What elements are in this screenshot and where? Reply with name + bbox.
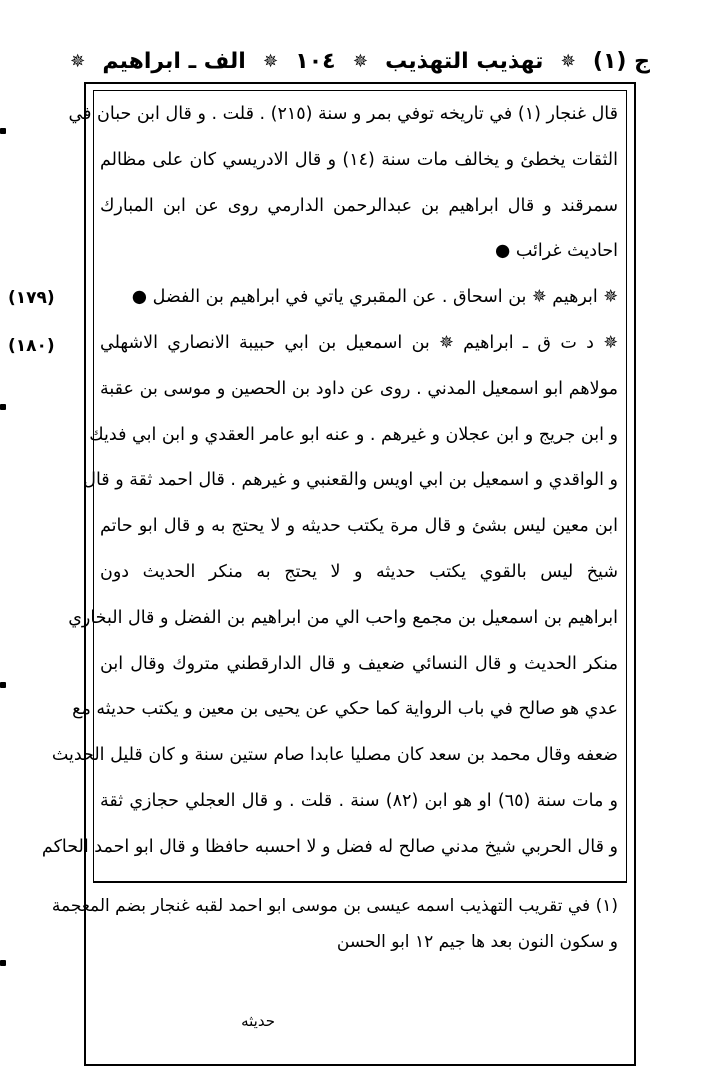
text-line: و الواقدي و اسمعيل بن ابي اويس والقعنبي و غيرهم . قال احمد ثقة و قال	[83, 470, 618, 491]
volume-label: ج (١)	[592, 48, 650, 74]
text-line: و قال الحربي شيخ مدني صالح له فضل و لا احسبه حافظا و قال ابو احمد الحاكم	[41, 836, 618, 857]
ornament-star-icon: ✵	[70, 50, 86, 72]
text-line: و ابن جريج و ابن عجلان و غيرهم . و عنه ابو عامر العقدي و ابن ابي فديك	[89, 424, 618, 445]
text-line: و مات سنة (٦٥) او هو ابن (٨٢) سنة . قلت . و قال العجلي حجازي ثقة	[100, 790, 619, 811]
catchword: حديثه	[241, 1012, 275, 1030]
text-line: سمرقند و قال ابراهيم بن عبدالرحمن الدارمي روى عن ابن المبارك	[100, 195, 618, 216]
text-line: ضعفه وقال محمد بن سعد كان مصليا عابدا صام ستين سنة و كان قليل الحديث	[51, 745, 618, 766]
text-line: قال غنجار (١) في تاريخه توفي بمر و سنة (٢١٥) . قلت . و قال ابن حبان في	[68, 104, 618, 124]
footnote-line: و سكون النون بعد ها جيم ١٢ ابو الحسن	[336, 932, 618, 952]
entry-number: (١٧٩)	[8, 288, 55, 308]
main-text	[41, 92, 619, 878]
margin-mark	[0, 960, 6, 966]
ornament-star-icon: ✵	[262, 50, 279, 72]
page-number: ١٠٤	[295, 48, 336, 74]
footnote-divider	[93, 882, 627, 883]
margin-mark	[0, 404, 6, 410]
ornament-star-icon: ✵	[560, 50, 576, 72]
margin-mark	[0, 128, 6, 134]
book-title: تهذيب التهذيب	[385, 48, 544, 74]
ornament-star-icon: ✵	[352, 50, 368, 72]
footnote-line: (١) في تقريب التهذيب اسمه عيسى بن موسى ابو احمد لقبه غنجار بضم المعجمة	[51, 896, 618, 916]
entry-number: (١٨٠)	[8, 336, 55, 356]
running-header	[70, 40, 650, 82]
text-line: منكر الحديث و قال النسائي ضعيف و قال الدارقطني متروك وقال ابن	[100, 653, 618, 674]
text-line: ابن معين ليس بشئ و قال مرة يكتب حديثه و لا يحتج به و قال ابو حاتم	[100, 516, 618, 537]
text-line: الثقات يخطئ و يخالف مات سنة (١٤) و قال الادريسي كان على مظالم	[100, 149, 618, 170]
section-title: الف ـ ابراهيم	[102, 48, 246, 74]
margin-mark	[0, 682, 6, 688]
entry-heading-line: ✵ د ت ق ـ ابراهيم ✵ بن اسمعيل بن ابي حبيبة الانصاري الاشهلي	[100, 332, 618, 353]
text-line: عدي هو صالح في باب الرواية كما حكي عن يحيى بن معين و يكتب حديثه مع	[72, 699, 618, 720]
text-line: شيخ ليس بالقوي يكتب حديثه و لا يحتج به منكر الحديث دون	[100, 561, 618, 582]
text-line: مولاهم ابو اسمعيل المدني . روى عن داود بن الحصين و موسى بن عقبة	[100, 378, 618, 399]
text-line: احاديث غرائب ●	[495, 241, 618, 262]
text-line: ابراهيم بن اسمعيل بن مجمع واحب الي من ابراهيم بن الفضل و قال البخاري	[68, 607, 618, 628]
entry-heading-line: ✵ ابرهيم ✵ بن اسحاق . عن المقبري ياتي في ابراهيم بن الفضل ●	[131, 287, 618, 308]
footnote	[51, 888, 618, 968]
